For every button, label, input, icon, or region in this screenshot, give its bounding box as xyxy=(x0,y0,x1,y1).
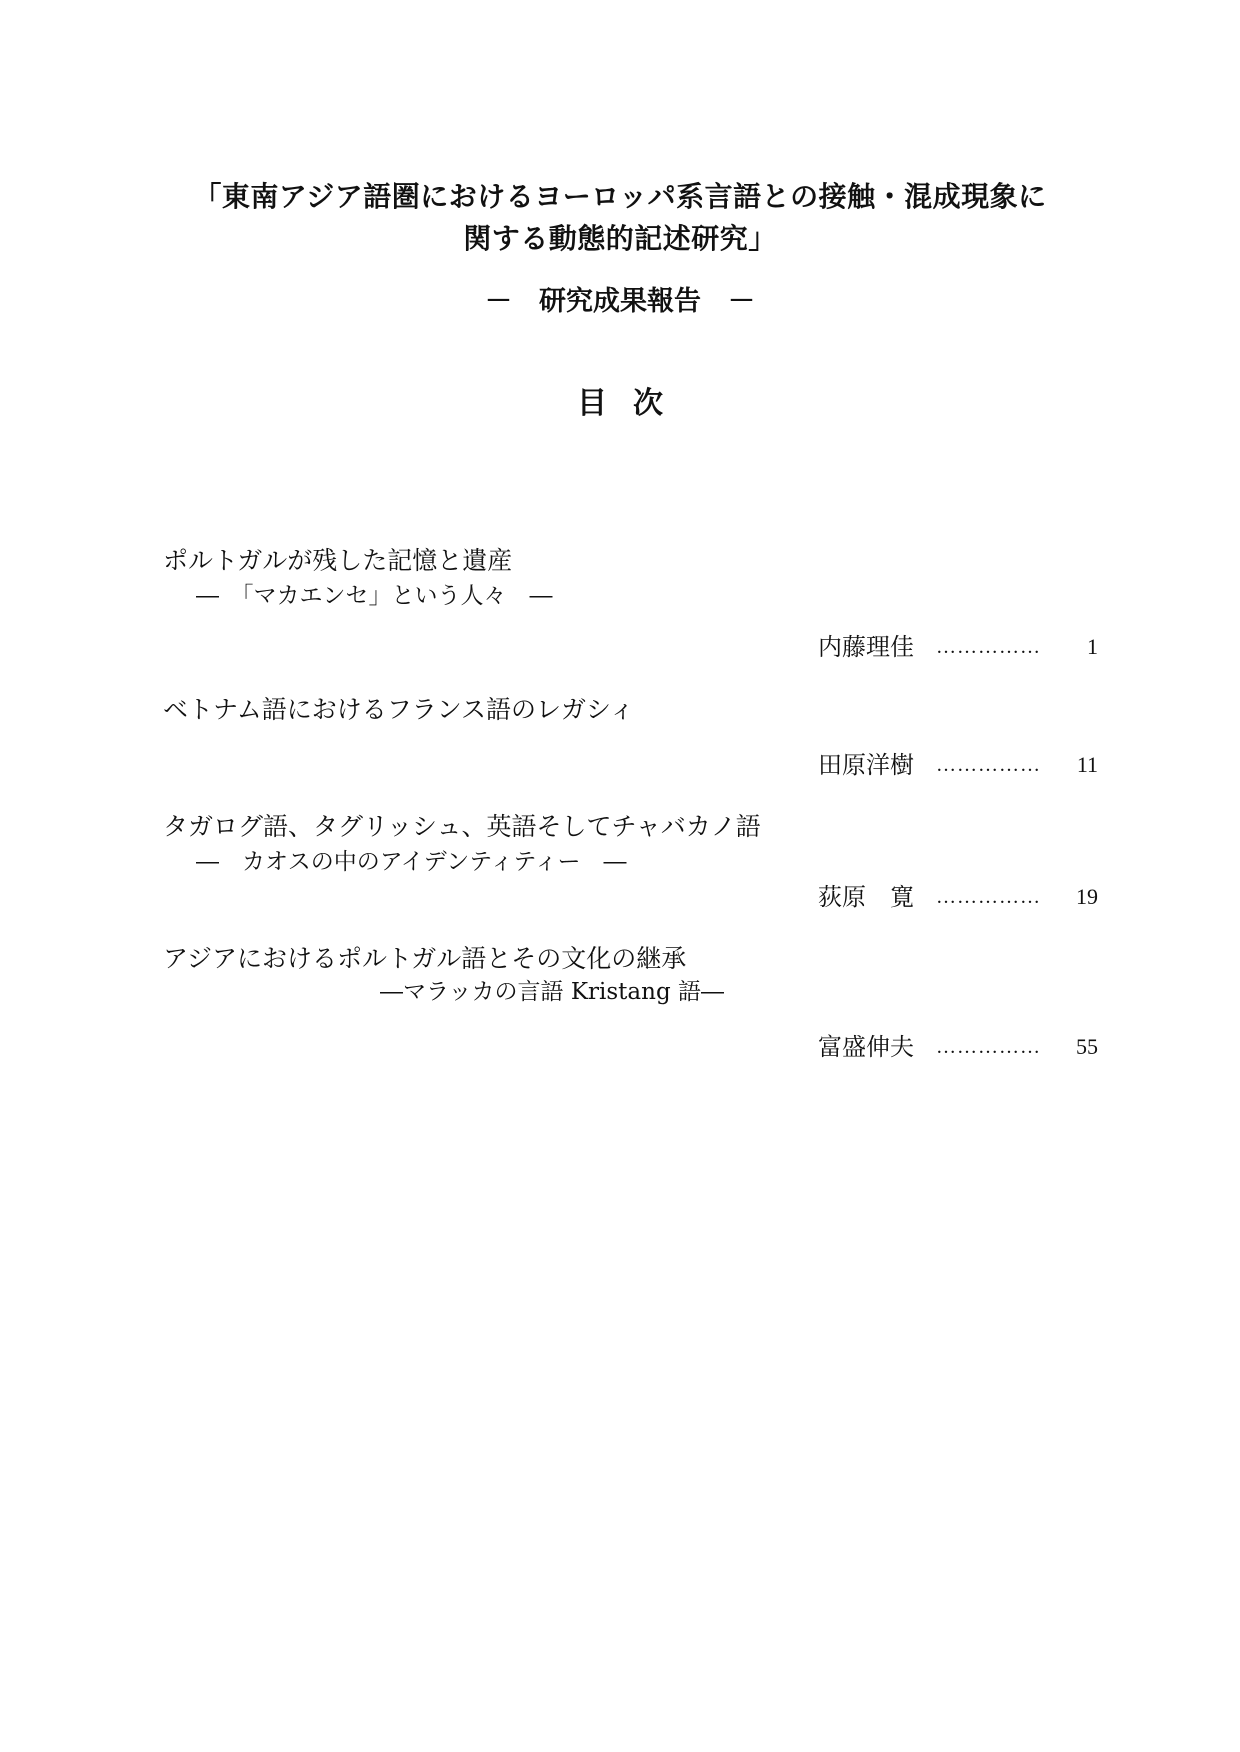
toc-entry-2-leader-dots: …………… xyxy=(936,754,1041,776)
toc-entry-2-author: 田原洋樹 xyxy=(818,751,914,779)
toc-entry-1-author-line xyxy=(818,630,1098,664)
toc-entry-3-page-number: 19 xyxy=(1076,884,1098,909)
toc-entry-1-page-number: 1 xyxy=(1087,634,1098,659)
toc-entry-1-leader-dots: …………… xyxy=(936,636,1041,658)
toc-entry-1-author: 内藤理佳 xyxy=(818,633,914,661)
report-subtitle: － 研究成果報告 － xyxy=(485,286,755,317)
toc-entry-4-author: 富盛伸夫 xyxy=(818,1033,914,1061)
toc-entry-3-subtitle: ― カオスの中のアイデンティティー ― xyxy=(196,849,627,875)
toc-entry-2-author-line xyxy=(818,748,1098,782)
toc-entry-1-title: ポルトガルが残した記憶と遺産 xyxy=(163,546,513,575)
toc-entry-4-page-number: 55 xyxy=(1076,1034,1098,1059)
report-title-line-2: 関する動態的記述研究」 xyxy=(463,222,777,255)
report-title-line-1: 「東南アジア語圏におけるヨーロッパ系言語との接触・混成現象に xyxy=(193,180,1047,213)
toc-entry-1-subtitle: ― 「マカエンセ」という人々 ― xyxy=(196,583,553,609)
toc-entry-3-author: 荻原 寛 xyxy=(818,883,914,911)
toc-entry-4-title: アジアにおけるポルトガル語とその文化の継承 xyxy=(163,944,687,973)
toc-entry-2-title: ベトナム語におけるフランス語のレガシィ xyxy=(163,695,635,724)
toc-entry-4-leader-dots: …………… xyxy=(936,1036,1041,1058)
toc-entry-2-page-number: 11 xyxy=(1076,752,1098,777)
toc-entry-3-author-line xyxy=(818,880,1098,914)
report-title xyxy=(0,176,1240,260)
toc-entry-3-title: タガログ語、タグリッシュ、英語そしてチャバカノ語 xyxy=(163,812,761,841)
toc-entry-4-author-line xyxy=(818,1030,1098,1064)
toc-heading: 目次 xyxy=(577,386,689,421)
toc-entry-4-subtitle: ―マラッカの言語 Kristang 語― xyxy=(380,979,724,1005)
toc-entry-3-leader-dots: …………… xyxy=(936,886,1041,908)
